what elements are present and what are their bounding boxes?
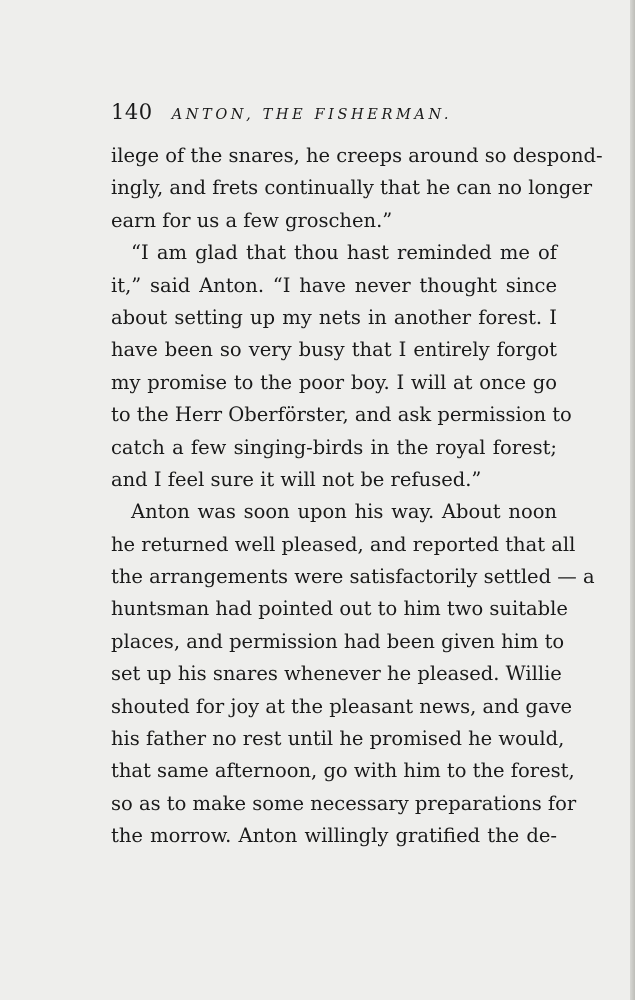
text-line: to the Herr Oberförster, and ask permission to bbox=[111, 403, 572, 427]
page-edge bbox=[630, 0, 635, 1000]
text-line: places, and permission had been given him to bbox=[111, 629, 565, 653]
text-line: ilege of the snares, he creeps around so despond- bbox=[111, 144, 603, 167]
running-head bbox=[111, 100, 541, 130]
text-line: Anton was soon upon his way. About noon bbox=[131, 500, 557, 524]
text-line: about setting up my nets in another forest. I bbox=[111, 305, 557, 329]
body-text bbox=[111, 140, 603, 853]
text-line: “I am glad that thou hast reminded me of bbox=[131, 241, 557, 265]
text-line: ingly, and frets continually that he can no longer bbox=[111, 176, 593, 200]
text-line: that same afternoon, go with him to the forest, bbox=[111, 759, 575, 783]
text-line: so as to make some necessary preparations for bbox=[111, 791, 577, 815]
text-line: catch a few singing-birds in the royal forest; bbox=[111, 435, 557, 459]
text-line: his father no rest until he promised he would, bbox=[111, 727, 565, 751]
text-line: huntsman had pointed out to him two suitable bbox=[111, 597, 568, 621]
running-title: ANTON, THE FISHERMAN. bbox=[171, 107, 453, 123]
text-line: and I feel sure it will not be refused.” bbox=[111, 467, 482, 491]
text-line: shouted for joy at the pleasant news, and gave bbox=[111, 694, 573, 718]
text-line: the arrangements were satisfactorily settled — a bbox=[111, 565, 595, 589]
text-line: it,” said Anton. “I have never thought since bbox=[111, 273, 557, 297]
text-line: earn for us a few groschen.” bbox=[111, 208, 393, 232]
text-line: set up his snares whenever he pleased. Willie bbox=[111, 662, 562, 686]
text-line: my promise to the poor boy. I will at once go bbox=[111, 370, 557, 394]
text-line: he returned well pleased, and reported that all bbox=[111, 532, 576, 556]
page-number: 140 bbox=[111, 100, 153, 124]
text-line: the morrow. Anton willingly gratified the de- bbox=[111, 824, 557, 848]
text-line: have been so very busy that I entirely forgot bbox=[111, 338, 557, 362]
